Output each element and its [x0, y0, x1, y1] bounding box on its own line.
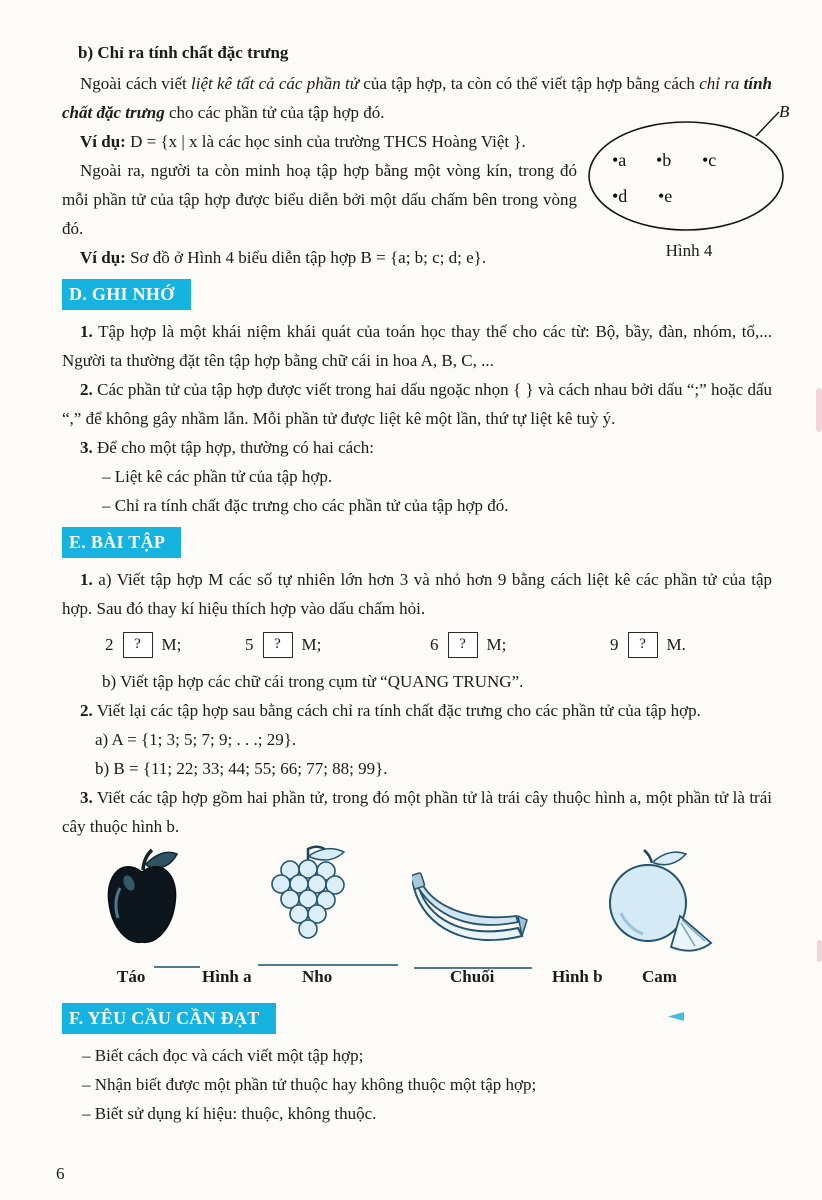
- set-name: M;: [301, 635, 322, 654]
- exercise-number: 1.: [80, 570, 93, 589]
- text-run: của tập hợp, ta còn có thể viết tập hợp bằng cách: [359, 74, 700, 93]
- ground-line: [154, 966, 200, 968]
- answer-slot-3: [430, 630, 506, 659]
- exercise-text: a) Viết tập hợp M các số tự nhiên lớn hơn 3 và nhỏ hơn 9 bằng cách liệt kê các phần tử của tập hợp. Sau đó thay kí hiệu thích hợp vào dấu chấm hỏi.: [62, 570, 772, 618]
- item-number: 1.: [80, 322, 93, 341]
- fruit-label-orange: Cam: [642, 967, 677, 986]
- exercise-1b: b) Viết tập hợp các chữ cái trong cụm từ “QUANG TRUNG”.: [102, 672, 524, 691]
- example-label: Ví dụ:: [80, 248, 126, 267]
- section-f-heading: F. YÊU CẦU CẦN ĐẠT: [62, 1003, 276, 1034]
- exercise-3: [62, 783, 772, 841]
- figure-a-label: Hình a: [202, 967, 252, 986]
- section-d-heading: D. GHI NHỚ: [62, 279, 191, 310]
- fruit-figures: [62, 846, 772, 996]
- relation-placeholder-box: [448, 632, 478, 658]
- element-value: 5: [245, 635, 254, 654]
- example-label: Ví dụ:: [80, 132, 126, 151]
- exercise-number: 3.: [80, 788, 93, 807]
- subsection-b-heading: b) Chỉ ra tính chất đặc trưng: [78, 43, 289, 62]
- objective-3: – Biết sử dụng kí hiệu: thuộc, không thuộc.: [82, 1104, 377, 1123]
- objective-1: – Biết cách đọc và cách viết một tập hợp;: [82, 1046, 364, 1065]
- question-mark: ?: [459, 636, 466, 652]
- figure-4-venn-diagram: [586, 102, 792, 261]
- answer-slot-2: [245, 630, 321, 659]
- section-e-heading: E. BÀI TẬP: [62, 527, 181, 558]
- ink-smudge: [817, 940, 822, 962]
- section-e-heading-row: [62, 527, 772, 558]
- italic-phrase: liệt kê tất cả các phần tử: [191, 74, 360, 93]
- italic-phrase: chỉ ra: [699, 74, 744, 93]
- note-item-2: [62, 375, 772, 433]
- item-number: 3.: [80, 438, 93, 457]
- bold-italic-phrase: tính chất đặc trưng: [62, 74, 772, 122]
- example-text: Sơ đồ ở Hình 4 biểu diễn tập hợp B = {a; b; c; d; e}.: [125, 248, 487, 267]
- element-value: 9: [610, 635, 619, 654]
- exercise-2: [62, 696, 772, 725]
- ink-smudge: [816, 388, 822, 432]
- section-f-heading-row: [62, 1003, 772, 1034]
- text-run: Ngoài cách viết: [80, 74, 191, 93]
- item-text: Để cho một tập hợp, thường có hai cách:: [92, 438, 374, 457]
- note-dash-1: – Liệt kê các phần tử của tập hợp.: [102, 467, 333, 486]
- fruit-label-apple: Táo: [117, 967, 146, 986]
- exercise-text: Viết các tập hợp gồm hai phần tử, trong đó một phần tử là trái cây thuộc hình a, một phần tử là trái cây thuộc hình b.: [62, 788, 772, 836]
- figure-4-caption: Hình 4: [665, 241, 713, 260]
- element-value: 2: [105, 635, 114, 654]
- exercise-text: Viết lại các tập hợp sau bằng cách chỉ ra tính chất đặc trưng cho các phần tử của tập hợp.: [92, 701, 701, 720]
- set-boundary-ellipse: [589, 122, 783, 230]
- venn-description-paragraph: Ngoài ra, người ta còn minh hoạ tập hợp bằng một vòng kín, trong đó mỗi phần tử của tập hợp được biểu diễn bởi một dấu chấm bên trong vòng đó.: [62, 161, 577, 238]
- set-name: M;: [486, 635, 507, 654]
- item-text: Tập hợp là một khái niệm khái quát của toán học thay thế cho các từ: Bộ, bầy, đàn, nhóm, tổ,... Người ta thường đặt tên tập hợp bằng chữ cái in hoa A, B, C, ...: [62, 322, 772, 370]
- fruit-label-grapes: Nho: [302, 967, 333, 986]
- answer-slot-4: [610, 630, 686, 659]
- exercise-1: [62, 565, 772, 623]
- section-d-heading-row: [62, 279, 772, 310]
- objective-2: – Nhận biết được một phần tử thuộc hay không thuộc một tập hợp;: [82, 1075, 537, 1094]
- exercise-number: 2.: [80, 701, 93, 720]
- item-text: Các phần tử của tập hợp được viết trong hai dấu ngoặc nhọn { } và cách nhau bởi dấu “;” hoặc dấu “,” để không gây nhầm lẫn. Mỗi phần tử được liệt kê một lần, thứ tự liệt kê tuỳ ý.: [62, 380, 772, 428]
- set-label-pointer-line: [756, 112, 779, 136]
- note-item-1: [62, 317, 772, 375]
- element-b: •b: [656, 150, 672, 170]
- element-d: •d: [612, 186, 628, 206]
- question-mark: ?: [274, 636, 281, 652]
- apple-illustration: [102, 846, 182, 954]
- element-value: 6: [430, 635, 439, 654]
- orange-illustration: [600, 846, 715, 956]
- grapes-illustration: [262, 844, 354, 954]
- set-name: M.: [666, 635, 686, 654]
- question-mark: ?: [639, 636, 646, 652]
- question-mark: ?: [134, 636, 141, 652]
- item-number: 2.: [80, 380, 93, 399]
- element-a: •a: [612, 150, 627, 170]
- text-run: cho các phần tử của tập hợp đó.: [164, 103, 385, 122]
- page-number: 6: [56, 1164, 65, 1183]
- element-c: •c: [702, 150, 717, 170]
- note-dash-2: – Chỉ ra tính chất đặc trưng cho các phần tử của tập hợp đó.: [102, 496, 509, 515]
- relation-placeholder-box: [628, 632, 658, 658]
- relation-placeholder-box: [123, 632, 153, 658]
- answer-slot-1: [105, 630, 181, 659]
- exercise-2a: a) A = {1; 3; 5; 7; 9; . . .; 29}.: [95, 730, 297, 749]
- element-e: •e: [658, 186, 673, 206]
- note-item-3: [62, 433, 772, 462]
- fruit-label-banana: Chuối: [450, 967, 495, 986]
- example-text: D = {x | x là các học sinh của trường THCS Hoàng Việt }.: [125, 132, 526, 151]
- venn-ellipse-figure: [586, 102, 792, 234]
- banana-illustration: [412, 872, 530, 954]
- relation-placeholder-box: [263, 632, 293, 658]
- set-label: B: [779, 102, 790, 121]
- figure-b-label: Hình b: [552, 967, 603, 986]
- exercise-1-answer-row: [62, 630, 772, 662]
- set-name: M;: [161, 635, 182, 654]
- exercise-2b: b) B = {11; 22; 33; 44; 55; 66; 77; 88; 99}.: [95, 759, 388, 778]
